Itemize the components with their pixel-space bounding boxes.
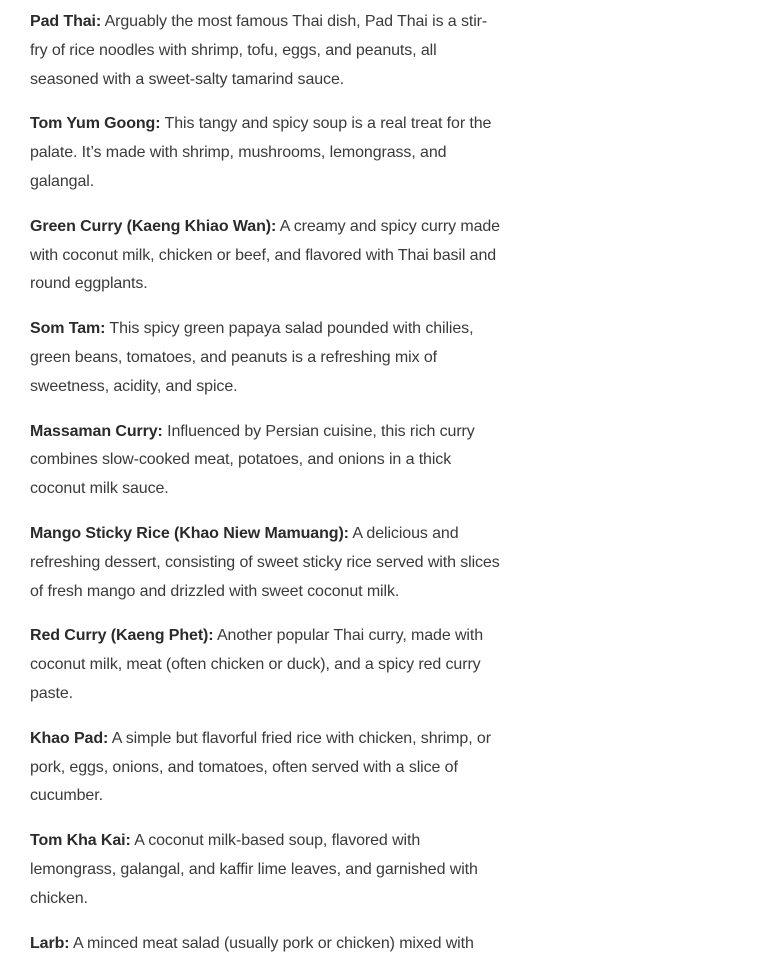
dish-name: Som Tam: — [30, 320, 106, 338]
dish-name: Larb: — [30, 934, 70, 952]
dish-paragraph-green-curry — [30, 213, 500, 299]
dish-name: Pad Thai: — [30, 13, 102, 30]
dish-paragraph-red-curry — [30, 622, 500, 708]
dish-name: Massaman Curry: — [30, 422, 163, 440]
dish-description: A creamy and spicy curry made with coconut milk, chicken or beef, and flavored with Thai basil and round eggplants. — [30, 217, 500, 293]
dish-description: Arguably the most famous Thai dish, Pad Thai is a stir-fry of rice noodles with shrimp, tofu, eggs, and peanuts, all seasoned with a sweet-salty tamarind sauce. — [30, 13, 488, 88]
dish-description: This tangy and spicy soup is a real treat for the palate. It’s made with shrimp, mushrooms, lemongrass, and galangal. — [30, 115, 492, 190]
dish-name: Red Curry (Kaeng Phet): — [30, 627, 214, 645]
dish-description: Influenced by Persian cuisine, this rich curry combines slow-cooked meat, potatoes, and onions in a thick coconut milk sauce. — [30, 422, 475, 498]
dish-paragraph-khao-pad — [30, 725, 500, 811]
dish-name: Tom Yum Goong: — [30, 115, 161, 133]
dish-description: A simple but flavorful fried rice with chicken, shrimp, or pork, eggs, onions, and tomatoes, often served with a slice of cucumber. — [30, 729, 491, 805]
dish-description: A coconut milk-based soup, flavored with lemongrass, galangal, and kaffir lime leaves, and garnished with chicken. — [30, 832, 478, 907]
dish-paragraph-massaman-curry — [30, 418, 500, 504]
article-body — [30, 8, 500, 974]
dish-description: This spicy green papaya salad pounded with chilies, green beans, tomatoes, and peanuts is a refreshing mix of sweetness, acidity, and spice. — [30, 320, 474, 395]
dish-paragraph-tom-kha-kai — [30, 827, 500, 913]
dish-paragraph-larb — [30, 930, 500, 959]
dish-name: Khao Pad: — [30, 729, 109, 747]
dish-paragraph-mango-sticky-rice — [30, 520, 500, 606]
dish-paragraph-som-tam — [30, 315, 500, 401]
dish-paragraph-tom-yum-goong — [30, 110, 500, 196]
dish-name: Green Curry (Kaeng Khiao Wan): — [30, 217, 277, 235]
dish-name: Mango Sticky Rice (Khao Niew Mamuang): — [30, 524, 349, 542]
dish-description: A minced meat salad (usually pork or chicken) mixed with — [72, 934, 474, 952]
dish-description: A delicious and refreshing dessert, consisting of sweet sticky rice served with slices of fresh mango and drizzled with sweet coconut milk. — [30, 524, 500, 600]
dish-name: Tom Kha Kai: — [30, 832, 131, 850]
dish-paragraph-pad-thai — [30, 8, 500, 94]
dish-description: Another popular Thai curry, made with coconut milk, meat (often chicken or duck), and a spicy red curry paste. — [30, 627, 484, 702]
